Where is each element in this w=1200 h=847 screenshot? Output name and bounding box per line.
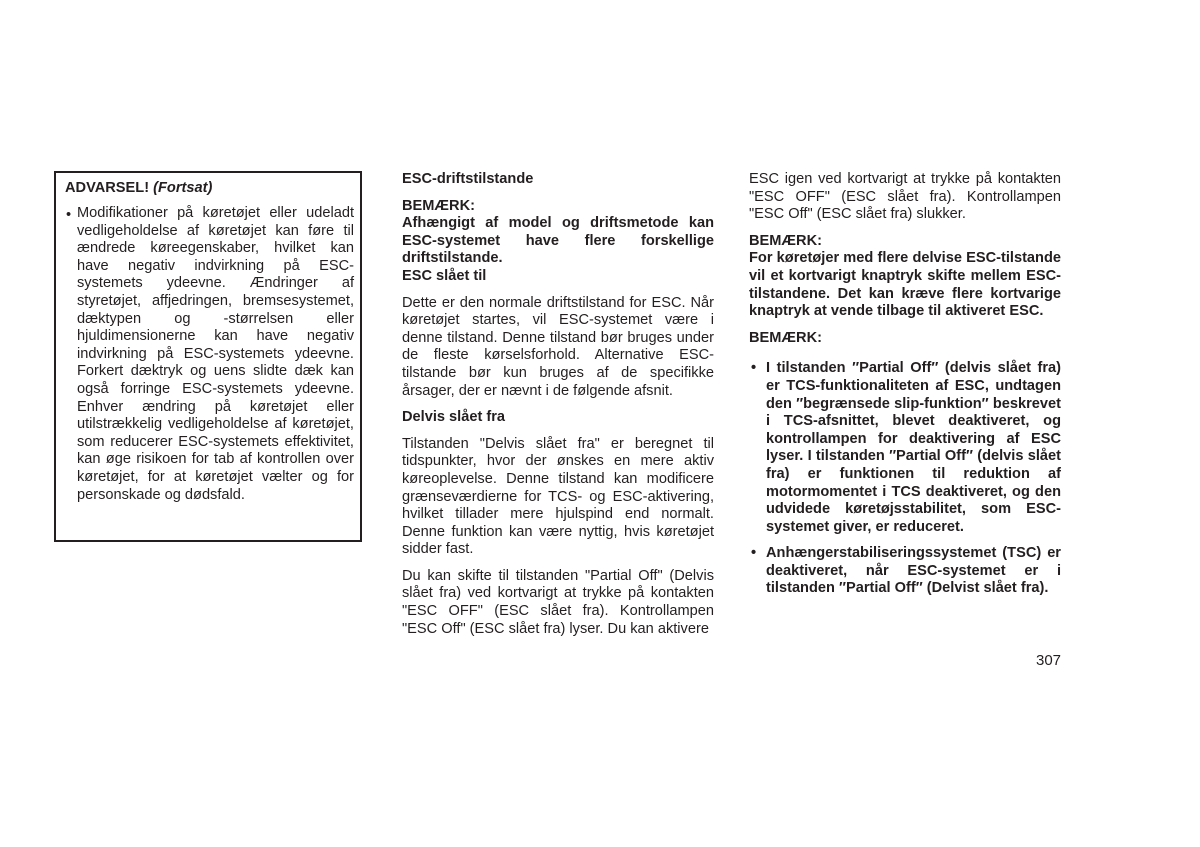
paragraph-switch-mode: Du kan skifte til tilstanden "Partial Off" (Delvis slået fra) ved kortvarigt at trykke på kontakten "ESC OFF" (ESC slået fra). Kontrollampen "ESC Off" (ESC slået fra) lyser. Du kan aktivere	[402, 567, 714, 637]
bullet-dot: •	[66, 207, 72, 223]
heading-esc-on: ESC slået til	[402, 267, 487, 284]
bullet-dot: •	[751, 360, 757, 377]
bullet-item	[749, 545, 1061, 598]
right-column	[749, 171, 1061, 598]
warning-bullet-text: Modifikationer på køretøjet eller udeladt vedligeholdelse af køretøjet kan føre til ændrede køreegenskaber, hvilket kan have negativ indvirkning på ESC-systemets ydeevne. Ændringer af styretøjet, affjedringen, bremsesystemet, dæktypen og -størrelsen eller hjuldimensionerne kan have negativ indvirkning på ESC-systemets ydeevne. Forkert dæktryk og uens slidte dæk kan også forringe ESC-systemets ydeevne. Enhver ændring på køretøjet eller utilstrækkelig vedligeholdelse af køretøjet, som reducerer ESC-systemets effektivitet, kan øge risikoen for tab af kontrollen over køretøjet, for at køretøjet vælter og for personskade og dødsfald.	[77, 205, 354, 503]
note2-label: BEMÆRK:	[749, 329, 822, 346]
heading-esc-modes: ESC-driftstilstande	[402, 171, 534, 187]
page-number: 307	[1036, 652, 1062, 669]
heading-partial-off: Delvis slået fra	[402, 409, 506, 426]
bullet-item	[749, 360, 1061, 536]
middle-column	[402, 171, 714, 638]
paragraph-partial-off: Tilstanden "Delvis slået fra" er beregnet til tidspunkter, hvor der ønskes en mere aktiv køreoplevelse. Denne tilstand kan modificere grænseværdierne for TCS- og ESC-aktivering, hvilket tillader mere hjulspind end normalt. Denne funktion kan være nyttig, hvis køretøjet sidder fast.	[402, 435, 714, 558]
note-text: Afhængigt af model og driftsmetode kan ESC-systemet have flere forskellige driftstilstande.	[402, 215, 714, 267]
bullet-text-partial-off: I tilstanden ″Partial Off″ (delvis slået fra) er TCS-funktionaliteten af ESC, undtagen den ″begrænsede slip-funktion″ beskrevet i TCS-afsnittet, blevet deaktiveret, og kontrollampen for deaktivering af ESC lyser. I tilstanden ″Partial Off″ (delvis slået fra) er funktionen til reduktion af motormomentet i TCS deaktiveret, og den udvidede køretøjsstabilitet, som ESC-systemet giver, er reduceret.	[766, 360, 1061, 535]
paragraph-esc-on: Dette er den normale driftstilstand for ESC. Når køretøjet startes, vil ESC-systemet være i denne tilstand. Denne tilstand bør bruges under de fleste kørselsforhold. Alternative ESC-tilstande bør kun bruges af de specifikke årsager, der er nævnt i de følgende afsnit.	[402, 294, 714, 399]
warning-continued: (Fortsat)	[153, 180, 213, 196]
warning-title	[65, 180, 212, 198]
note1-label: BEMÆRK:	[749, 232, 822, 249]
note1-text: For køretøjer med flere delvise ESC-tilstande vil et kortvarigt knaptryk skifte mellem ESC-tilstandene. Det kan kræve flere kortvarige knaptryk at vende tilbage til aktiveret ESC.	[749, 250, 1061, 320]
paragraph-reactivate: ESC igen ved kortvarigt at trykke på kontakten "ESC OFF" (ESC slået fra). Kontrollampen "ESC Off" (ESC slået fra) slukker.	[749, 171, 1061, 223]
bullet-dot: •	[751, 545, 757, 562]
warning-box	[54, 171, 362, 542]
note-label: BEMÆRK:	[402, 197, 475, 214]
bullet-text-tsc: Anhængerstabiliseringssystemet (TSC) er deaktiveret, når ESC-systemet er i tilstanden ″Partial Off″ (Delvist slået fra).	[766, 545, 1061, 597]
warning-label: ADVARSEL!	[65, 180, 150, 196]
